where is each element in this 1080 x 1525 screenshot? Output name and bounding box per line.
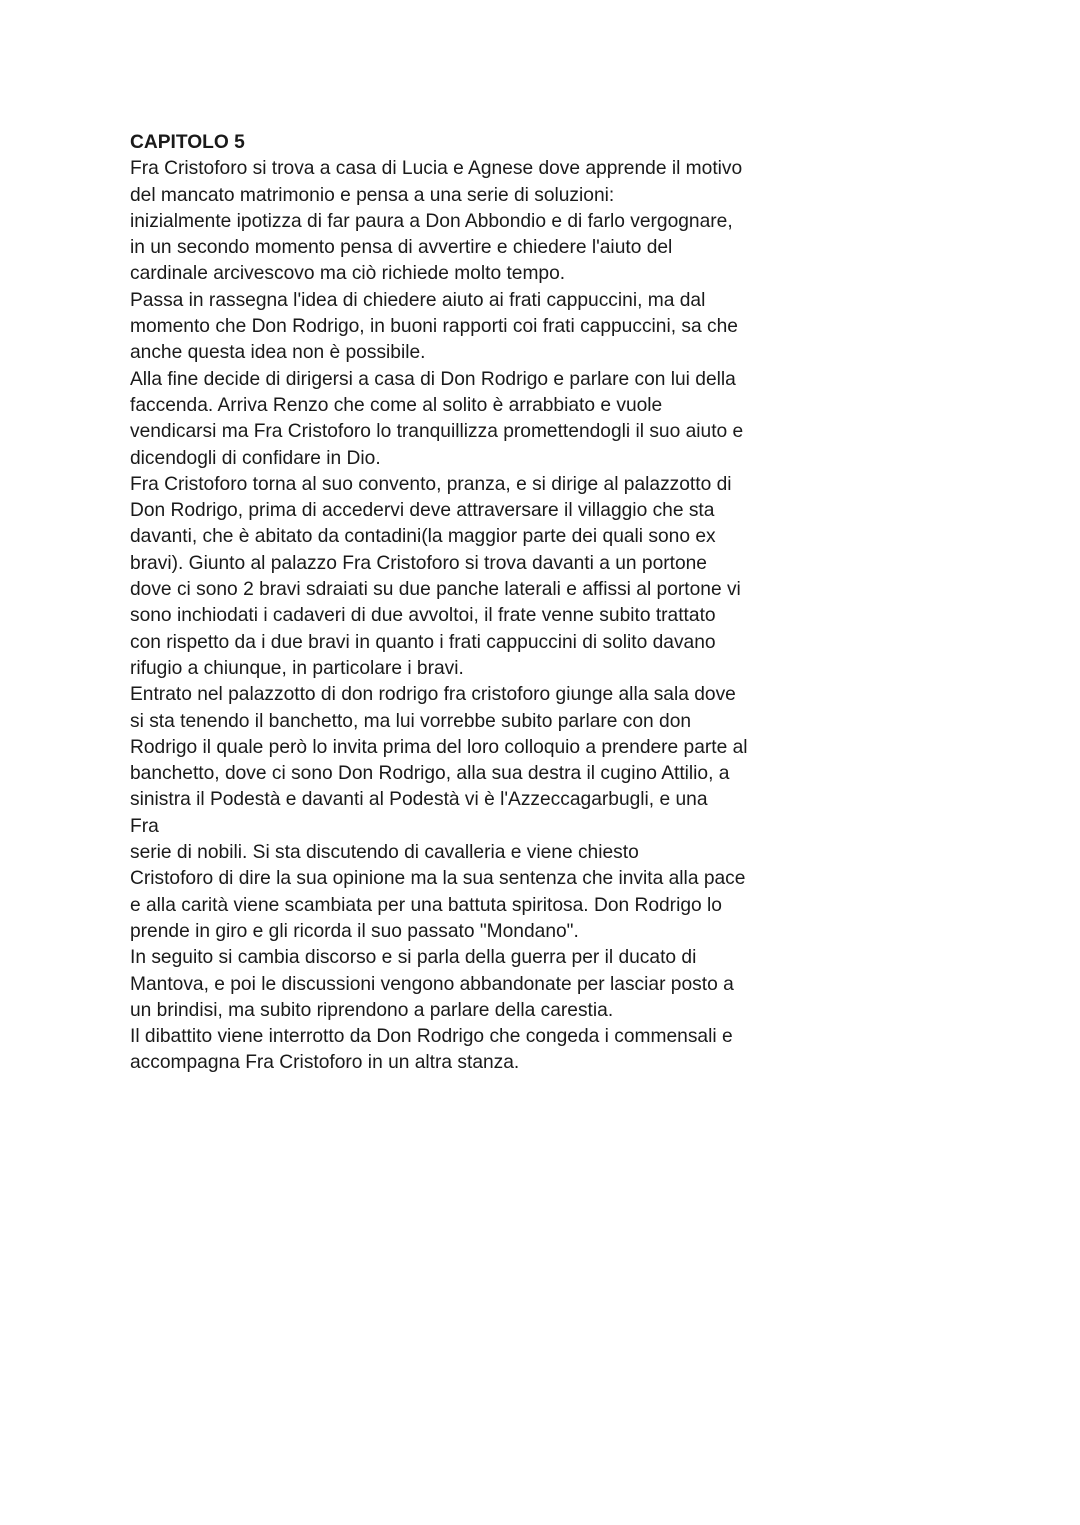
text-line: cardinale arcivescovo ma ciò richiede molto tempo. xyxy=(130,263,566,285)
chapter-title: CAPITOLO 5 xyxy=(130,132,245,153)
text-line: rifugio a chiunque, in particolare i bravi. xyxy=(130,657,464,679)
text-line: dicendogli di confidare in Dio. xyxy=(130,447,381,469)
text-line: Cristoforo di dire la sua opinione ma la sua sentenza che invita alla pace xyxy=(130,868,746,890)
text-line: serie di nobili. Si sta discutendo di cavalleria e viene chiesto xyxy=(130,842,639,864)
text-line: davanti, che è abitato da contadini(la maggior parte dei quali sono ex xyxy=(130,526,716,548)
text-line: Rodrigo il quale però lo invita prima del loro colloquio a prendere parte al xyxy=(130,736,748,758)
text-line: vendicarsi ma Fra Cristoforo lo tranquillizza promettendogli il suo aiuto e xyxy=(130,421,744,443)
text-line: del mancato matrimonio e pensa a una serie di soluzioni: xyxy=(130,184,615,206)
text-line: un brindisi, ma subito riprendono a parlare della carestia. xyxy=(130,999,614,1021)
text-line: accompagna Fra Cristoforo in un altra stanza. xyxy=(130,1052,520,1074)
text-line: Il dibattito viene interrotto da Don Rodrigo che congeda i commensali e xyxy=(130,1026,733,1048)
text-line: Mantova, e poi le discussioni vengono abbandonate per lasciar posto a xyxy=(130,973,734,995)
text-line: In seguito si cambia discorso e si parla della guerra per il ducato di xyxy=(130,947,697,969)
text-line: Passa in rassegna l'idea di chiedere aiuto ai frati cappuccini, ma dal xyxy=(130,289,706,311)
text-line: Fra Cristoforo torna al suo convento, pranza, e si dirige al palazzotto di xyxy=(130,473,732,495)
text-line: Don Rodrigo, prima di accedervi deve attraversare il villaggio che sta xyxy=(130,500,715,522)
text-line: Alla fine decide di dirigersi a casa di Don Rodrigo e parlare con lui della xyxy=(130,368,736,390)
text-line: anche questa idea non è possibile. xyxy=(130,342,426,364)
text-line: inizialmente ipotizza di far paura a Don Abbondio e di farlo vergognare, xyxy=(130,210,733,232)
text-line: sono inchiodati i cadaveri di due avvoltoi, il frate venne subito trattato xyxy=(130,605,716,627)
chapter-text xyxy=(130,130,830,1077)
text-line: in un secondo momento pensa di avvertire e chiedere l'aiuto del xyxy=(130,237,673,259)
text-line: si sta tenendo il banchetto, ma lui vorrebbe subito parlare con don xyxy=(130,710,692,732)
text-line: faccenda. Arriva Renzo che come al solito è arrabbiato e vuole xyxy=(130,394,663,416)
chapter-body xyxy=(130,156,830,1076)
text-line: con rispetto da i due bravi in quanto i frati cappuccini di solito davano xyxy=(130,631,716,653)
text-line: e alla carità viene scambiata per una battuta spiritosa. Don Rodrigo lo xyxy=(130,894,722,916)
text-line: Fra Cristoforo si trova a casa di Lucia e Agnese dove apprende il motivo xyxy=(130,158,743,180)
text-line: Entrato nel palazzotto di don rodrigo fra cristoforo giunge alla sala dove xyxy=(130,684,736,706)
text-line: banchetto, dove ci sono Don Rodrigo, alla sua destra il cugino Attilio, a xyxy=(130,763,730,785)
text-line: bravi). Giunto al palazzo Fra Cristoforo si trova davanti a un portone xyxy=(130,552,707,574)
text-line: prende in giro e gli ricorda il suo passato "Mondano". xyxy=(130,920,579,942)
text-line: momento che Don Rodrigo, in buoni rapporti coi frati cappuccini, sa che xyxy=(130,316,738,338)
text-line: sinistra il Podestà e davanti al Podestà vi è l'Azzeccagarbugli, e una xyxy=(130,789,708,811)
text-line: Fra xyxy=(130,815,159,837)
text-line: dove ci sono 2 bravi sdraiati su due panche laterali e affissi al portone vi xyxy=(130,579,741,601)
